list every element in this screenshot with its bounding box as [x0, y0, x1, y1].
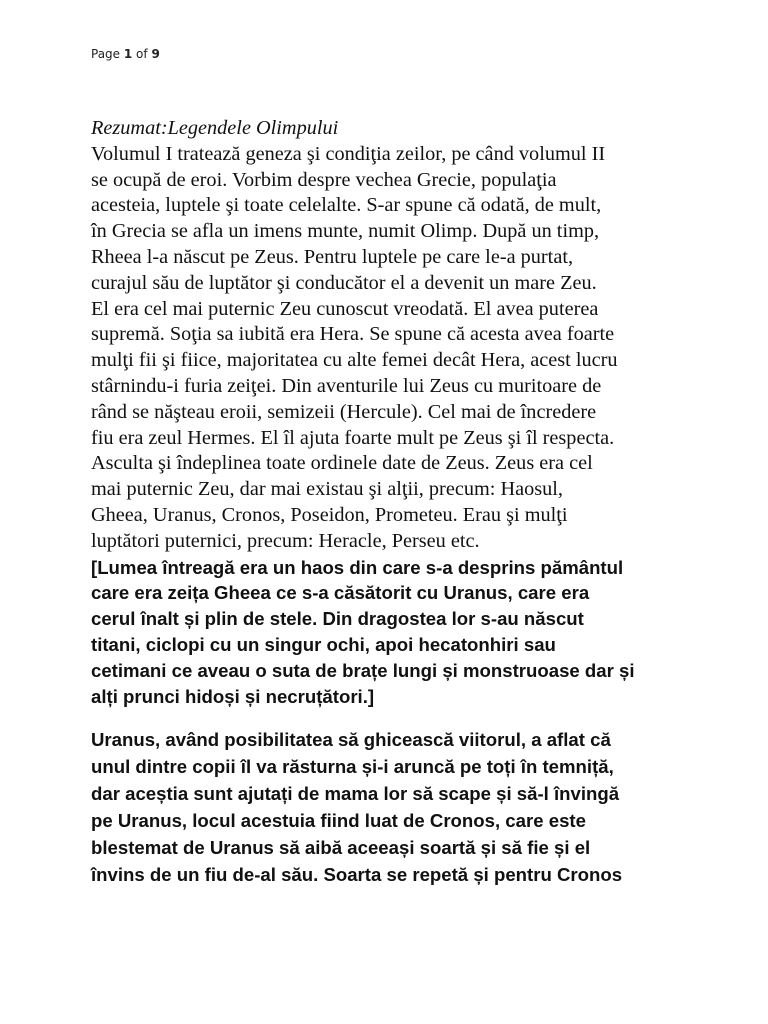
text-line: fiu era zeul Hermes. El îl ajuta foarte mult pe Zeus şi îl respecta. — [91, 426, 615, 449]
paragraph-uranus — [91, 726, 711, 889]
text-line: Asculta şi îndeplinea toate ordinele date de Zeus. Zeus era cel — [91, 452, 593, 475]
text-line: El era cel mai puternic Zeu cunoscut vreodată. El avea puterea — [91, 297, 599, 320]
text-line: titani, ciclopi cu un singur ochi, apoi hecatonhiri sau — [91, 634, 556, 656]
text-line: unul dintre copii îl va răsturna și-i aruncă pe toți în temniță, — [91, 756, 614, 778]
page-of: of — [132, 47, 152, 61]
text-line: blestemat de Uranus să aibă aceeași soartă și să fie și el — [91, 837, 591, 859]
text-line: rând se năşteau eroii, semizeii (Hercule). Cel mai de încredere — [91, 400, 597, 423]
page-total: 9 — [151, 47, 160, 61]
text-line: se ocupă de eroi. Vorbim despre vechea Grecie, populaţia — [91, 168, 557, 191]
text-line: învins de un fiu de-al său. Soarta se repetă și pentru Cronos — [91, 864, 623, 886]
text-line: cetimani ce aveau o suta de brațe lungi și monstruoase dar și — [91, 660, 635, 682]
text-line: Volumul I tratează geneza şi condiţia zeilor, pe când volumul II — [91, 142, 606, 165]
text-line: Uranus, având posibilitatea să ghicească viitorul, a aflat că — [91, 728, 611, 750]
text-line: dar aceștia sunt ajutați de mama lor să scape și să-l învingă — [91, 783, 620, 805]
page-prefix: Page — [91, 47, 124, 61]
text-line: pe Uranus, locul acestuia fiind luat de Cronos, care este — [91, 810, 586, 832]
page-number — [91, 47, 160, 61]
text-line: mai puternic Zeu, dar mai existau şi alţii, precum: Haosul, — [91, 478, 563, 501]
text-line: curajul său de luptător şi conducător el a devenit un mare Zeu. — [91, 271, 597, 294]
text-line: Gheea, Uranus, Cronos, Poseidon, Prometeu. Erau şi mulţi — [91, 503, 568, 526]
text-line: [Lumea întreagă era un haos din care s-a desprins pământul — [91, 556, 624, 578]
text-line: luptători puternici, precum: Heracle, Perseu etc. — [91, 529, 480, 552]
paragraph-intro — [91, 142, 711, 555]
text-line: cerul înalt și plin de stele. Din dragostea lor s-au născut — [91, 608, 584, 630]
text-line: acesteia, luptele şi toate celelalte. S-ar spune că odată, de mult, — [91, 194, 602, 217]
document-title: Rezumat:Legendele Olimpului — [91, 117, 339, 139]
page-current: 1 — [123, 47, 133, 61]
paragraph-genesis — [91, 555, 711, 710]
text-line: stârnindu-i furia zeiţei. Din aventurile lui Zeus cu muritoare de — [91, 374, 602, 397]
text-line: care era zeița Gheea ce s-a căsătorit cu Uranus, care era — [91, 582, 590, 604]
text-line: Rheea l-a născut pe Zeus. Pentru luptele pe care le-a purtat, — [91, 245, 574, 268]
text-line: alți prunci hidoși și necruțători.] — [91, 686, 375, 708]
text-line: în Grecia se afla un imens munte, numit Olimp. După un timp, — [91, 220, 600, 243]
text-line: supremă. Soţia sa iubită era Hera. Se spune că acesta avea foarte — [91, 323, 615, 346]
text-line: mulţi fii şi fiice, majoritatea cu alte femei decât Hera, acest lucru — [91, 349, 618, 372]
document-body — [91, 116, 711, 889]
